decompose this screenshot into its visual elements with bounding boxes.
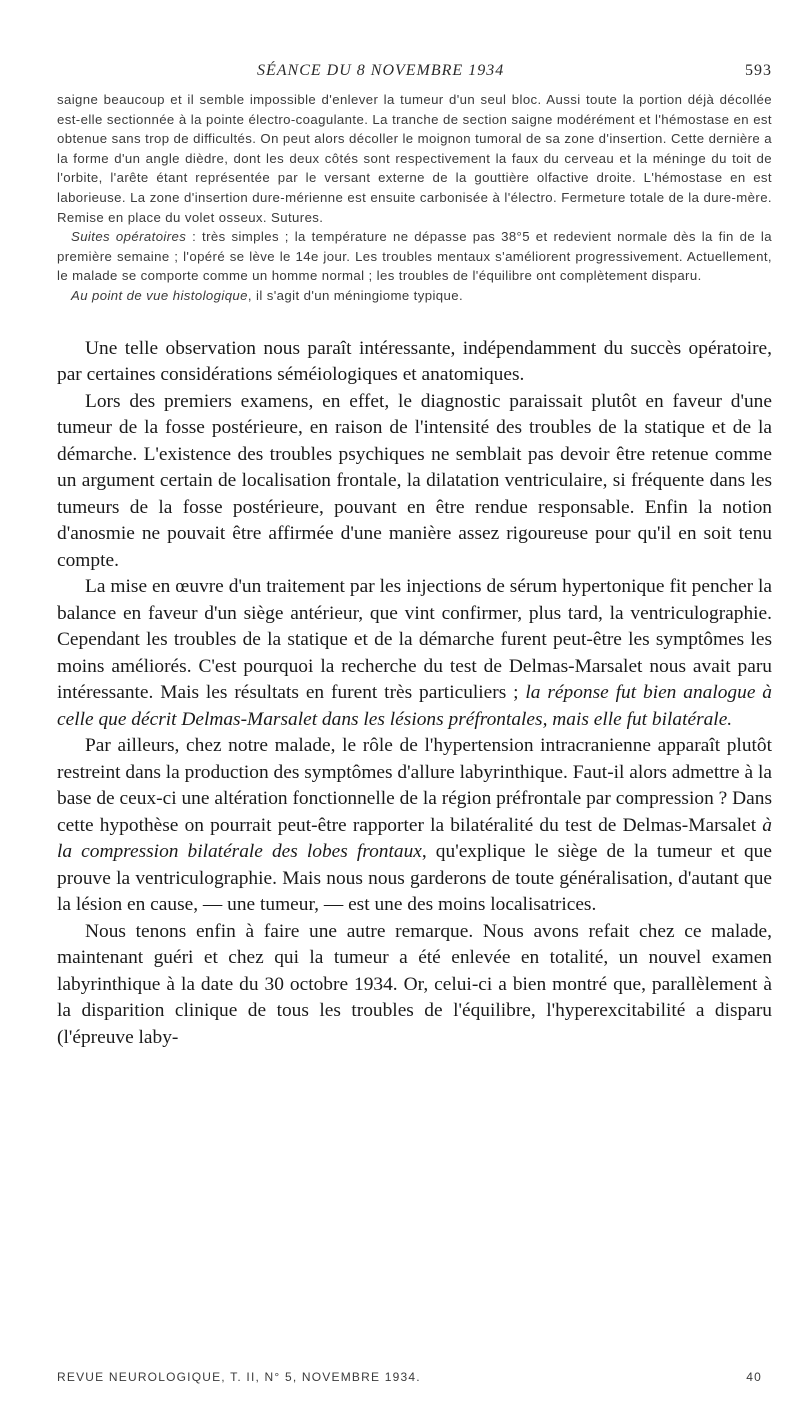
body-paragraph-2: Lors des premiers examens, en effet, le diagnostic paraissait plutôt en faveur d'une tumeur de la fosse postérieure, en raison de l'intensité des troubles de la statique et de la démarche. L'existence des troubles psychiques ne semblait pas devoir être retenue comme un argument certain de localisation frontale, la dilatation ventriculaire, si fréquente dans les tumeurs de la fosse postérieure, pouvant en être rendue responsable. Enfin la notion d'anosmie ne pouvait être affirmée d'une manière assez rigoureuse pour qu'il en soit tenu compte.: [57, 390, 772, 571]
body-paragraph-5: Nous tenons enfin à faire une autre remarque. Nous avons refait chez ce malade, maintenant guéri et chez qui la tumeur a été enlevée en totalité, un nouvel examen labyrinthique à la date du 30 octobre 1934. Or, celui-ci a bien montré que, parallèlement à la disparition clinique de tous les troubles de l'équilibre, l'hyperexcitabilité a disparu (l'épreuve laby-: [57, 920, 772, 1048]
body-paragraph-3-text: La mise en œuvre d'un traitement par les injections de sérum hypertonique fit pencher la balance en faveur d'un siège antérieur, que vint confirmer, plus tard, la ventriculographie. Cependant les troubles de la statique et de la démarche furent peut-être les symptômes les moins améliorés. C'est pourquoi la recherche du test de Delmas-Marsalet nous avait paru intéressante. Mais les résultats en furent très particuliers ;: [57, 576, 772, 704]
case-report-section: [57, 90, 772, 306]
histology-paragraph: [57, 286, 772, 306]
page-number: 593: [745, 62, 772, 79]
histology-heading: Au point de vue histologique: [71, 287, 248, 303]
body-paragraph-4-text-end: , qu'explique le siège de la tumeur et que prouve la ventriculographie. Mais nous nous garderons de toute généralisation, d'autant que la lésion en cause, — une tumeur, — est une des moins localisatrices.: [57, 841, 772, 916]
running-header: [57, 62, 772, 90]
postoperative-heading: Suites opératoires: [71, 229, 187, 245]
journal-reference: REVUE NEUROLOGIQUE, T. II, N° 5, NOVEMBRE 1934.: [57, 1370, 421, 1384]
histology-text: , il s'agit d'un méningiome typique.: [247, 287, 464, 303]
body-paragraph-4: [57, 733, 772, 919]
signature-mark: 40: [746, 1370, 762, 1384]
running-title: SÉANCE DU 8 NOVEMBRE 1934: [257, 62, 505, 79]
postoperative-paragraph: [57, 227, 772, 286]
case-report-paragraph: saigne beaucoup et il semble impossible d'enlever la tumeur d'un seul bloc. Aussi toute la portion déjà décollée est-elle sectionnée à la pointe électro-coagulante. La tranche de section saigne modérément et l'hémostase en est obtenue sans trop de difficultés. On peut alors décoller le moignon tumoral de sa zone d'insertion. Cette dernière a la forme d'un angle dièdre, dont les deux côtés sont respectivement la faux du cerveau et la méninge du toit de l'orbite, l'arête étant représentée par le versant externe de la gouttière olfactive droite. L'hémostase en est laborieuse. La zone d'insertion dure-mérienne est ensuite carbonisée à l'électro. Fermeture totale de la dure-mère. Remise en place du volet osseux. Sutures.: [57, 92, 772, 225]
postoperative-text: : très simples ; la température ne dépasse pas 38°5 et redevient normale dès la fin de la première semaine ; l'opéré se lève le 14e jour. Les troubles mentaux s'améliorent progressivement. Actuellement, le malade se comporte comme un homme normal ; les troubles de l'équilibre ont complètement disparu.: [57, 229, 772, 284]
discussion-section: [57, 336, 772, 1052]
document-page: [57, 62, 772, 1051]
body-paragraph-3: [57, 574, 772, 733]
body-paragraph-3-emphasis: la réponse fut bien analogue à celle que décrit Delmas-Marsalet dans les lésions préfrontales, mais elle fut bilatérale.: [57, 682, 772, 730]
body-paragraph-4-emphasis: à la compression bilatérale des lobes frontaux: [57, 814, 772, 863]
body-paragraph-1: Une telle observation nous paraît intéressante, indépendamment du succès opératoire, par certaines considérations séméiologiques et anatomiques.: [57, 337, 772, 386]
body-paragraph-4-text: Par ailleurs, chez notre malade, le rôle de l'hypertension intracranienne apparaît plutôt restreint dans la production des symptômes d'allure labyrinthique. Faut-il alors admettre à la base de ceux-ci une altération fonctionnelle de la région préfrontale par compression ? Dans cette hypothèse on pourrait peut-être rapporter la bilatéralité du test de Delmas-Marsalet: [57, 735, 772, 836]
